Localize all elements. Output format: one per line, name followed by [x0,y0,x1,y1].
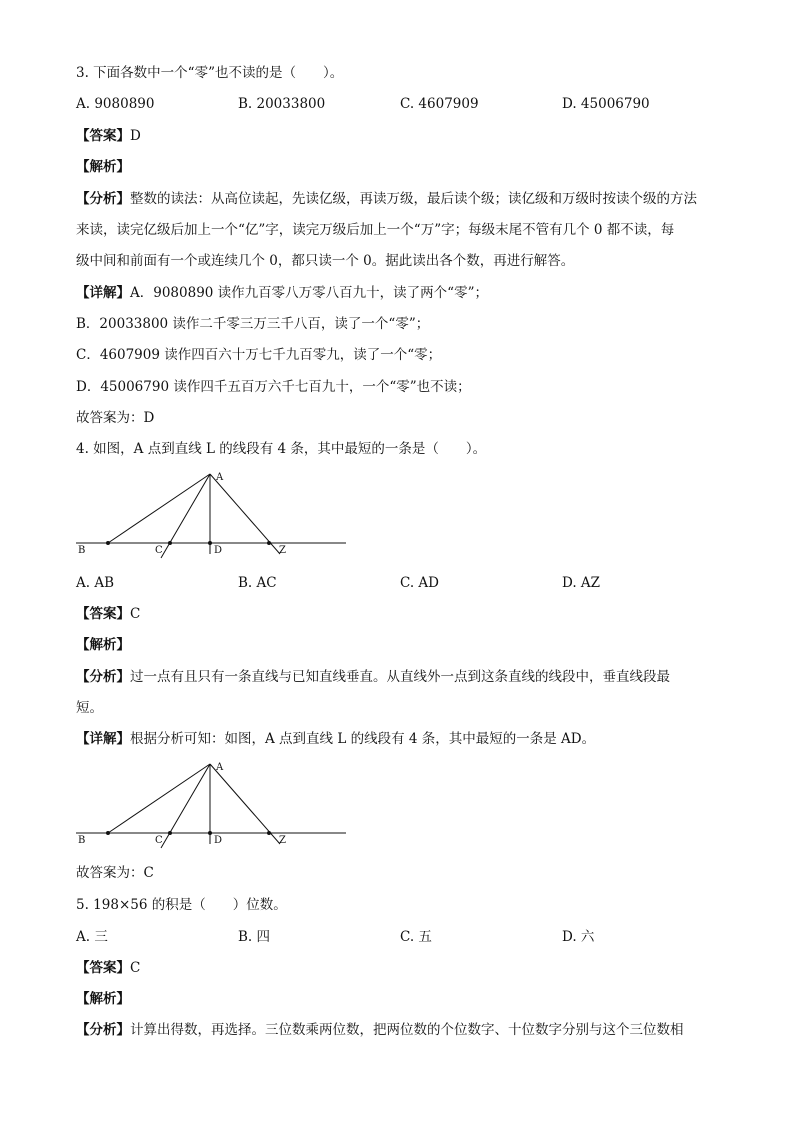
point-d [208,541,212,545]
q3-option-c: C. 4607909 [400,96,479,112]
q3-detail-line-3: C．4607909 读作四百六十万七千九百零九，读了一个“零； [76,347,442,363]
label-b: B [78,545,86,556]
q5-analysis-heading [76,990,130,1008]
q5-option-c: C. 五 [400,929,432,945]
q5-option-d: D. 六 [562,929,595,945]
label-a: A [216,472,224,483]
answer-value: C [130,960,141,976]
q4-conclusion: 故答案为：C [76,865,154,881]
label-b: B [78,835,86,846]
q3-option-a: A. 9080890 [76,96,155,112]
fenxi-text: 过一点有且只有一条直线与已知直线垂直。从直线外一点到这条直线的线段中，垂直线段最 [130,669,670,685]
q5-question: 5. 198×56 的积是（ ）位数。 [76,897,287,913]
segment-ab [108,764,210,833]
point-d [208,831,212,835]
q3-fenxi-line-2: 来读，读完亿级后加上一个“亿”字，读完万级后加上一个“万”字；每级末尾不管有几个 0 都不读，每 [76,222,675,238]
q3-detail-line-4: D．45006790 读作四千五百万六千七百九十，一个“零”也不读； [76,379,471,395]
label-d: D [214,545,223,556]
q5-fenxi-line-1 [76,1021,684,1039]
detail-text: 根据分析可知：如图，A 点到直线 L 的线段有 4 条，其中最短的一条是 AD。 [130,731,596,747]
q4-option-a: A. AB [76,575,115,591]
label-a: A [216,762,224,773]
q3-analysis-heading [76,158,130,176]
q4-answer [76,605,140,623]
q3-fenxi-line-3: 级中间和前面有一个或连续几个 0，都只读一个 0。据此读出各个数，再进行解答。 [76,253,575,269]
q4-question: 4. 如图，A 点到直线 L 的线段有 4 条，其中最短的一条是（ ）。 [76,441,487,457]
point-b [106,541,110,545]
q3-question: 3. 下面各数中一个“零”也不读的是（ ）。 [76,65,344,81]
analysis-tag: 【解析】 [76,159,130,175]
q4-figure-1 [72,466,352,560]
point-c [168,541,172,545]
analysis-tag: 【解析】 [76,637,130,653]
answer-tag: 【答案】 [76,960,130,976]
segment-ac [161,474,210,558]
q3-option-b: B. 20033800 [238,96,326,112]
q4-option-b: B. AC [238,575,277,591]
point-b [106,831,110,835]
q4-detail [76,730,595,748]
label-z: Z [279,545,286,556]
label-z: Z [279,835,286,846]
q3-answer [76,127,141,145]
answer-value: C [130,606,141,622]
q5-option-b: B. 四 [238,929,271,945]
q4-analysis-heading [76,636,130,654]
point-z [267,831,271,835]
analysis-tag: 【解析】 [76,991,130,1007]
answer-value: D [130,128,141,144]
point-z [267,541,271,545]
q4-figure-2 [72,756,352,850]
fenxi-tag: 【分析】 [76,1022,130,1038]
segment-ab [108,474,210,543]
fenxi-text: 计算出得数，再选择。三位数乘两位数，把两位数的个位数字、十位数字分别与这个三位数相 [130,1022,684,1038]
label-c: C [155,545,163,556]
fenxi-tag: 【分析】 [76,669,130,685]
fenxi-tag: 【分析】 [76,191,130,207]
q4-fenxi-line-1 [76,668,670,686]
fenxi-text: 整数的读法：从高位读起，先读亿级，再读万级，最后读个级；读亿级和万级时按读个级的方法 [130,191,697,207]
label-d: D [214,835,223,846]
q3-option-d: D. 45006790 [562,96,650,112]
q4-option-d: D. AZ [562,575,601,591]
q3-fenxi-line-1 [76,190,697,208]
q3-detail-line-2: B．20033800 读作二千零三万三千八百，读了一个“零”； [76,316,430,332]
segment-ac [161,764,210,848]
q3-detail-line-1 [76,284,488,302]
detail-text: A．9080890 读作九百零八万零八百九十，读了两个“零”； [130,285,488,301]
answer-tag: 【答案】 [76,128,130,144]
answer-tag: 【答案】 [76,606,130,622]
q5-answer [76,959,140,977]
point-c [168,831,172,835]
label-c: C [155,835,163,846]
q4-option-c: C. AD [400,575,440,591]
q3-conclusion: 故答案为：D [76,410,155,426]
q4-fenxi-line-2: 短。 [76,700,103,716]
detail-tag: 【详解】 [76,285,130,301]
q5-option-a: A. 三 [76,929,108,945]
detail-tag: 【详解】 [76,731,130,747]
